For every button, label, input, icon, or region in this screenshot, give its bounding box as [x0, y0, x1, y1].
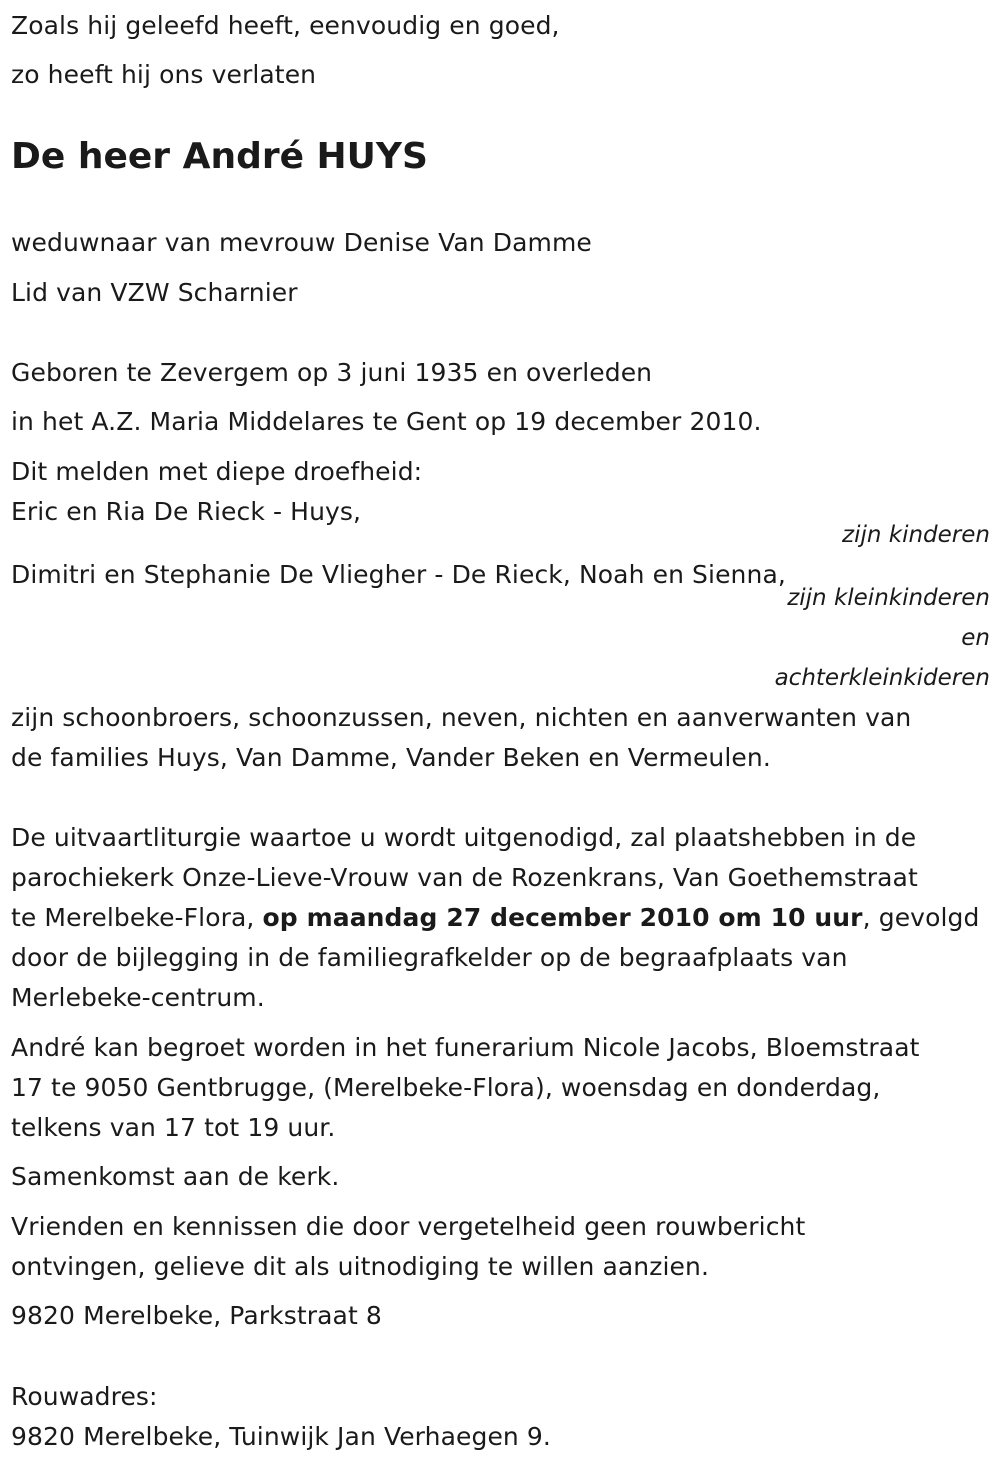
gathering-line: Samenkomst aan de kerk.	[11, 1162, 340, 1191]
deceased-name: De heer André HUYS	[11, 136, 428, 177]
visitation-line-2: 17 te 9050 Gentbrugge, (Merelbeke-Flora), woensdag en donderdag,	[11, 1073, 881, 1102]
relatives-line-1: zijn schoonbroers, schoonzussen, neven, nichten en aanverwanten van	[11, 703, 912, 732]
children-names: Eric en Ria De Rieck - Huys,	[11, 497, 362, 526]
visitation-line-1: André kan begroet worden in het funerarium Nicole Jacobs, Bloemstraat	[11, 1033, 920, 1062]
motto-line-1: Zoals hij geleefd heeft, eenvoudig en goed,	[11, 11, 560, 40]
death-line: in het A.Z. Maria Middelares te Gent op 19 december 2010.	[11, 407, 762, 436]
announcement: Dit melden met diepe droefheid:	[11, 457, 423, 486]
funeral-line-3	[11, 901, 979, 935]
birth-line: Geboren te Zevergem op 3 juni 1935 en overleden	[11, 358, 653, 387]
funeral-line-2: parochiekerk Onze-Lieve-Vrouw van de Rozenkrans, Van Goethemstraat	[11, 863, 918, 892]
funeral-followed: , gevolgd	[862, 903, 980, 932]
member-line: Lid van VZW Scharnier	[11, 278, 298, 307]
invitation-line-2: ontvingen, gelieve dit als uitnodiging te willen aanzien.	[11, 1252, 709, 1281]
funeral-line-4: door de bijlegging in de familiegrafkelder op de begraafplaats van	[11, 943, 848, 972]
visitation-line-3: telkens van 17 tot 19 uur.	[11, 1113, 336, 1142]
funeral-line-1: De uitvaartliturgie waartoe u wordt uitgenodigd, zal plaatshebben in de	[11, 823, 917, 852]
motto-line-2: zo heeft hij ons verlaten	[11, 60, 317, 89]
grandchildren-label: zijn kleinkinderen	[787, 585, 990, 611]
children-label: zijn kinderen	[842, 522, 990, 548]
mourning-address: 9820 Merelbeke, Tuinwijk Jan Verhaegen 9.	[11, 1422, 551, 1451]
great-grandchildren-label: achterkleinkideren	[774, 665, 990, 691]
funeral-location: te Merelbeke-Flora,	[11, 903, 263, 932]
relatives-line-2: de families Huys, Van Damme, Vander Beken en Vermeulen.	[11, 743, 771, 772]
widower-line: weduwnaar van mevrouw Denise Van Damme	[11, 228, 592, 257]
mourning-address-label: Rouwadres:	[11, 1382, 158, 1411]
funeral-date-time: op maandag 27 december 2010 om 10 uur	[262, 903, 863, 932]
home-address: 9820 Merelbeke, Parkstraat 8	[11, 1301, 382, 1330]
grandchildren-and: en	[961, 625, 990, 651]
funeral-line-5: Merlebeke-centrum.	[11, 983, 265, 1012]
invitation-line-1: Vrienden en kennissen die door vergetelheid geen rouwbericht	[11, 1212, 806, 1241]
grandchildren-names: Dimitri en Stephanie De Vliegher - De Rieck, Noah en Sienna,	[11, 560, 786, 589]
